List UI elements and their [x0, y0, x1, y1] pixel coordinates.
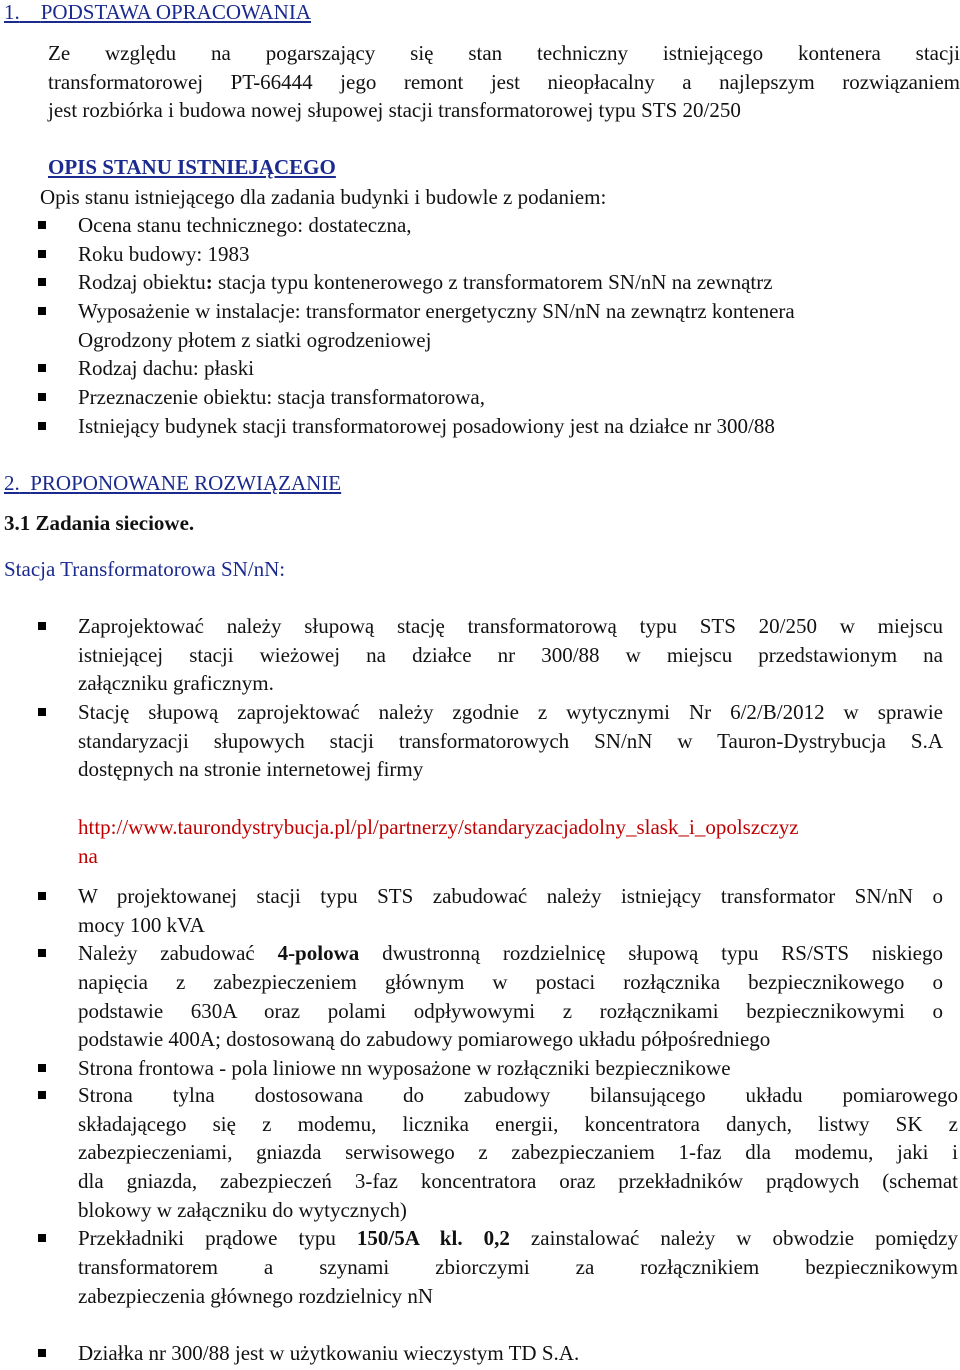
- station-title: Stacja Transformatorowa SN/nN:: [4, 557, 286, 581]
- task-line: podstawie 400A; dostosowaną do zabudowy pomiarowego układu półpośredniego: [78, 1027, 771, 1052]
- list-item: [78, 698, 943, 784]
- subsection-title: 3.1 Zadania sieciowe.: [4, 511, 195, 535]
- task-line: transformatorem a szynami zbiorczymi za rozłącznikiem bezpiecznikowym: [78, 1255, 958, 1280]
- list-item: [78, 268, 958, 297]
- list-item: Istniejący budynek stacji transformatorowej posadowiony jest na działce nr 300/88: [78, 412, 958, 441]
- list-item: [78, 1081, 958, 1224]
- task-line: Strona frontowa - pola liniowe nn wyposażone w rozłączniki bezpiecznikowe: [78, 1056, 731, 1081]
- text-run: zainstalować należy w obwodzie pomiędzy: [509, 1226, 958, 1251]
- text-run-bold: 150/5A kl. 0,2: [356, 1226, 510, 1251]
- list-item: Roku budowy: 1983: [78, 240, 958, 269]
- task-line: dla gniazda, zabezpieczeń 3-faz koncentratora oraz przekładników prądowych (schemat: [78, 1169, 958, 1194]
- task-list-4: [78, 1339, 948, 1368]
- tauron-link[interactable]: [78, 813, 948, 870]
- list-item: Działka nr 300/88 jest w użytkowaniu wieczystym TD S.A.: [78, 1339, 948, 1368]
- text-run: Przekładniki prądowe typu: [78, 1226, 357, 1251]
- task-line: załączniku graficznym.: [78, 671, 274, 696]
- text-run: dwustronną rozdzielnicę słupową typu RS/STS niskiego: [359, 941, 943, 966]
- link-line[interactable]: na: [78, 843, 98, 868]
- opis-lead: Opis stanu istniejącego dla zadania budynki i budowle z podaniem:: [40, 185, 607, 209]
- task-list-2: [78, 882, 943, 1083]
- intro-paragraph: [48, 39, 960, 125]
- task-line: mocy 100 kVA: [78, 912, 205, 937]
- object-type-label: Rodzaj obiektu: [78, 270, 206, 295]
- list-item: [78, 1054, 943, 1083]
- list-item: [78, 882, 943, 939]
- list-item: Wyposażenie w instalacje: transformator energetyczny SN/nN na zewnątrz kontenera: [78, 297, 958, 326]
- list-item: Ocena stanu technicznego: dostateczna,: [78, 211, 958, 240]
- section-2-title: PROPONOWANE ROZWIĄZANIE: [30, 471, 342, 495]
- task-list-1: [78, 612, 943, 784]
- task-line: zabezpieczenia głównego rozdzielnicy nN: [78, 1283, 434, 1308]
- object-type-colon: :: [205, 270, 213, 295]
- task-list-3: [78, 1081, 958, 1311]
- task-line: Strona tylna dostosowana do zabudowy bilansującego układu pomiarowego: [78, 1083, 958, 1107]
- section-1-heading: [4, 0, 311, 24]
- text-run-bold: 4-polowa: [277, 941, 360, 966]
- opis-heading: OPIS STANU ISTNIEJĄCEGO: [48, 155, 336, 179]
- task-line: napięcia z zabezpieczeniem głównym w postaci rozłącznika bezpiecznikowego o: [78, 970, 943, 995]
- list-item: [78, 612, 943, 698]
- intro-line: Ze względu na pogarszający się stan techniczny istniejącego kontenera stacji: [48, 41, 960, 65]
- task-line: Stację słupową zaprojektować należy zgodnie z wytycznymi Nr 6/2/B/2012 w sprawie: [78, 700, 943, 725]
- task-line: składającego się z modemu, licznika energii, koncentratora danych, listwy SK z: [78, 1111, 958, 1136]
- section-2-heading: [4, 471, 341, 495]
- list-item-continuation: Ogrodzony płotem z siatki ogrodzeniowej: [78, 327, 432, 352]
- task-line: [78, 939, 943, 968]
- list-item: Rodzaj dachu: płaski: [78, 354, 958, 383]
- task-line: dostępnych na stronie internetowej firmy: [78, 757, 424, 782]
- section-2-number: 2.: [4, 471, 20, 495]
- task-line: standaryzacji słupowych stacji transformatorowych SN/nN w Tauron-Dystrybucja S.A: [78, 728, 943, 753]
- text-run: Należy zabudować: [78, 941, 278, 966]
- list-item: [78, 1224, 958, 1310]
- intro-line: transformatorowej PT-66444 jego remont jest nieopłacalny a najlepszym rozwiązaniem: [48, 69, 960, 94]
- link-line[interactable]: http://www.taurondystrybucja.pl/pl/partnerzy/standaryzacjadolny_slask_i_opolszczyz: [78, 815, 799, 839]
- task-line: [78, 1224, 958, 1253]
- section-1-number: 1.: [4, 0, 20, 24]
- task-line: podstawie 630A oraz polami odpływowymi z rozłącznikami bezpiecznikowymi o: [78, 998, 943, 1023]
- task-line: istniejącej stacji wieżowej na działce nr 300/88 w miejscu przedstawionym na: [78, 642, 943, 667]
- task-line: blokowy w załączniku do wytycznych): [78, 1197, 407, 1222]
- object-type-value: stacja typu kontenerowego z transformatorem SN/nN na zewnątrz: [217, 270, 773, 295]
- intro-line: jest rozbiórka i budowa nowej słupowej stacji transformatorowej typu STS 20/250: [48, 98, 741, 123]
- section-1-title: PODSTAWA OPRACOWANIA: [40, 0, 311, 24]
- task-line: zabezpieczeniami, gniazda serwisowego z zabezpieczaniem 1-faz dla modemu, jaki i: [78, 1140, 958, 1165]
- opis-list: [78, 211, 958, 441]
- task-line: W projektowanej stacji typu STS zabudować należy istniejący transformator SN/nN o: [78, 884, 943, 908]
- list-item: Przeznaczenie obiektu: stacja transformatorowa,: [78, 383, 958, 412]
- list-item: [78, 939, 943, 1054]
- task-line: Zaprojektować należy słupową stację transformatorową typu STS 20/250 w miejscu: [78, 614, 943, 638]
